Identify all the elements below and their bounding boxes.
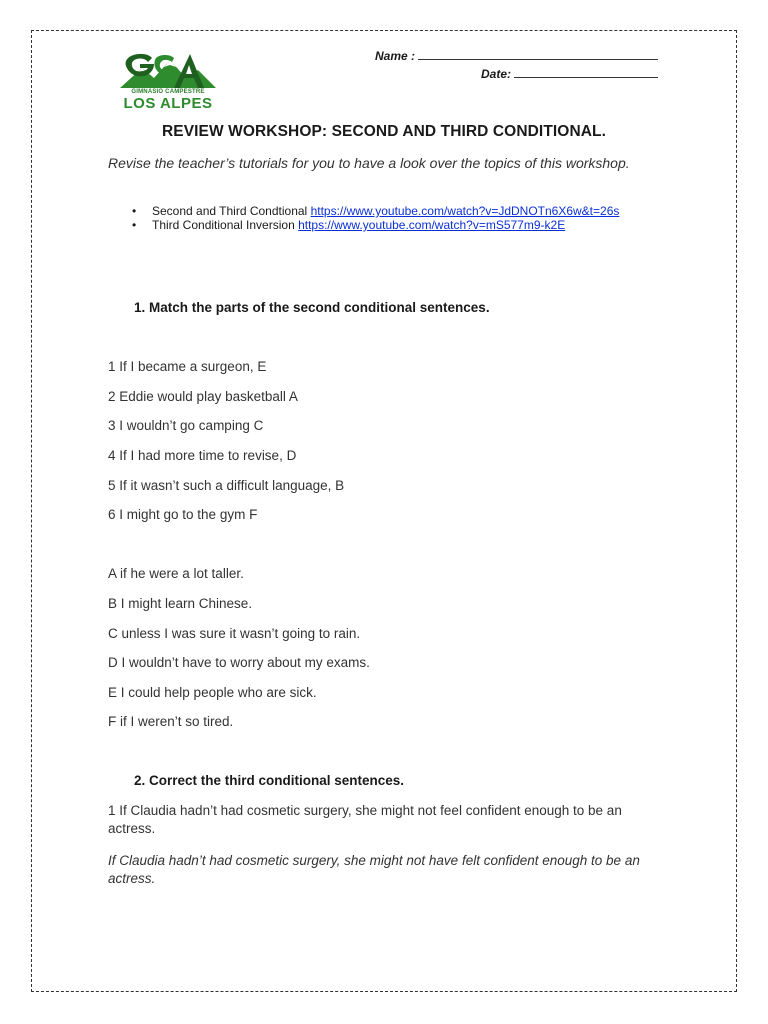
ending-item: B I might learn Chinese. [108, 596, 253, 611]
youtube-link-2[interactable]: https://www.youtube.com/watch?v=mS577m9-k2E [298, 218, 566, 232]
intro-text: Revise the teacher’s tutorials for you to have a look over the topics of this workshop. [108, 155, 630, 171]
sentence-item: 4 If I had more time to revise, D [108, 448, 297, 463]
youtube-link-1[interactable]: https://www.youtube.com/watch?v=JdDNOTn6X6w&t=26s [310, 204, 620, 218]
ending-item: E I could help people who are sick. [108, 685, 317, 700]
section2-heading: 2. Correct the third conditional sentences. [134, 773, 405, 788]
mountain-logo-icon [112, 48, 224, 94]
list-item [132, 218, 652, 232]
ending-item: D I wouldn’t have to worry about my exams. [108, 655, 370, 670]
logo-subtitle: GIMNASIO CAMPESTRE [131, 89, 205, 95]
section1-heading: 1. Match the parts of the second conditional sentences. [134, 300, 490, 315]
date-blank[interactable] [514, 66, 658, 78]
incorrect-sentence: 1 If Claudia hadn’t had cosmetic surgery, she might not feel confident enough to be an actress. [108, 803, 622, 836]
sentence-item: 5 If it wasn’t such a difficult language, B [108, 478, 345, 493]
bullet-icon: • [132, 218, 137, 232]
ending-item: F if I weren’t so tired. [108, 714, 234, 729]
date-field[interactable] [481, 66, 658, 81]
list-item [132, 204, 652, 218]
corrected-sentence: If Claudia hadn’t had cosmetic surgery, she might not have felt confident enough to be an actress. [108, 853, 640, 886]
name-field[interactable] [375, 48, 658, 63]
name-label: Name : [375, 49, 416, 63]
ending-item: A if he were a lot taller. [108, 566, 244, 581]
sentence-item: 3 I wouldn’t go camping C [108, 418, 264, 433]
name-blank[interactable] [418, 48, 658, 60]
page-title: REVIEW WORKSHOP: SECOND AND THIRD CONDITIONAL. [161, 123, 607, 140]
link-label: Third Conditional Inversion [152, 218, 299, 232]
bullet-icon: • [132, 204, 137, 218]
tutorial-links [132, 204, 652, 232]
sentence-item: 2 Eddie would play basketball A [108, 389, 298, 404]
sentence-item: 6 I might go to the gym F [108, 507, 258, 522]
logo-name: LOS ALPES [123, 95, 213, 112]
date-label: Date: [481, 67, 512, 81]
sentence-item: 1 If I became a surgeon, E [108, 359, 267, 374]
ending-item: C unless I was sure it wasn’t going to rain. [108, 626, 361, 641]
link-label: Second and Third Condtional [152, 204, 311, 218]
